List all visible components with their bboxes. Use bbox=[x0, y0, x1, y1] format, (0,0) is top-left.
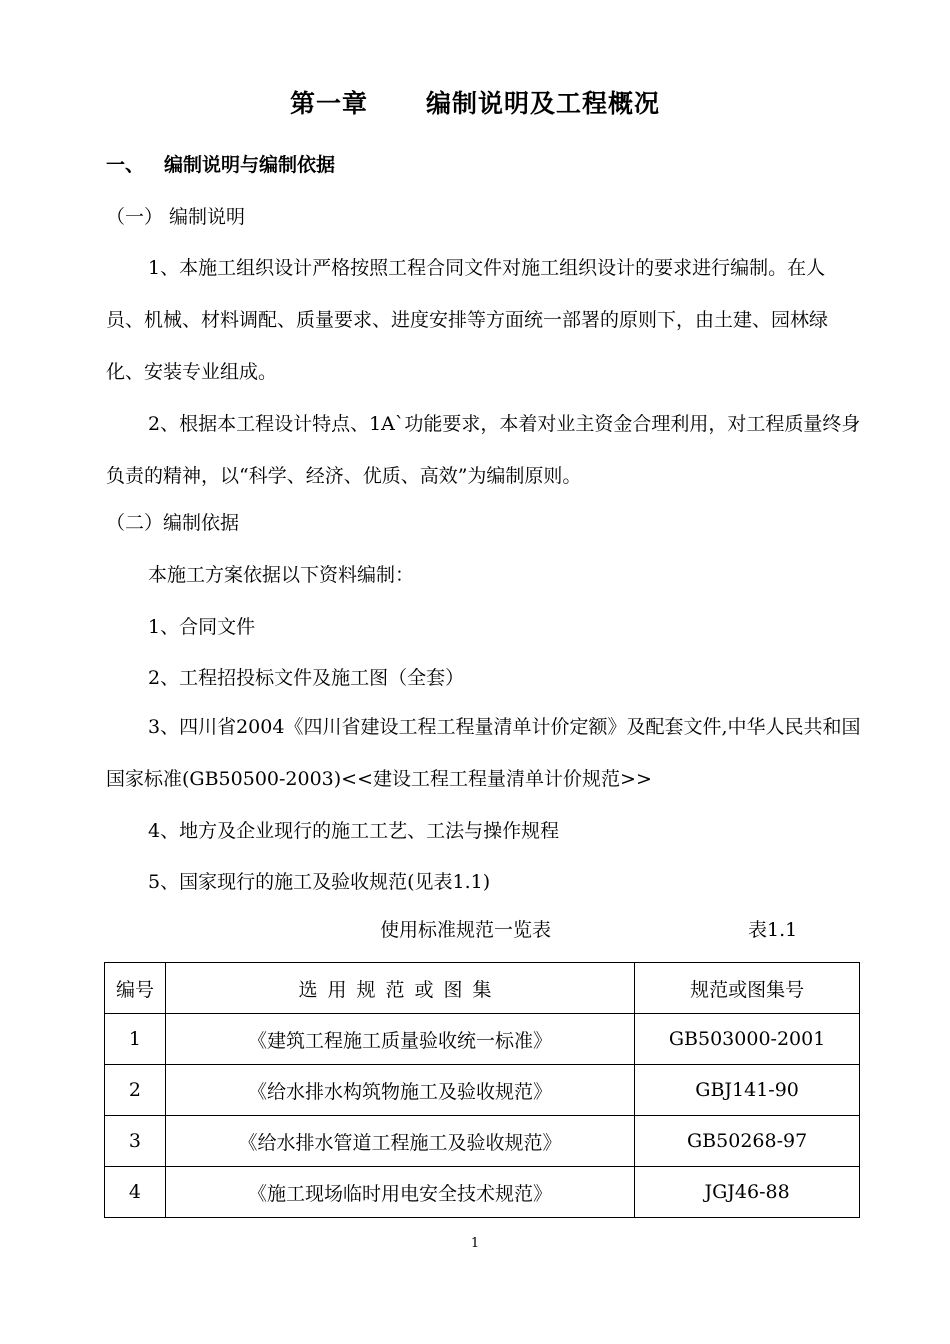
section-title: 编制说明与编制依据 bbox=[164, 154, 336, 176]
paragraph-2: 2、根据本工程设计特点、1A`功能要求，本着对业主资金合理利用，对工程质量终身负责的精神，以“科学、经济、优质、高效”为编制原则。 bbox=[106, 413, 861, 487]
table-cell: GBJ141-90 bbox=[635, 1065, 860, 1116]
chapter-title bbox=[0, 84, 950, 120]
table-row bbox=[105, 1065, 860, 1116]
table-cell: 《施工现场临时用电安全技术规范》 bbox=[165, 1167, 634, 1218]
table-cell: 2 bbox=[105, 1065, 166, 1116]
subsection-heading-2: （二）编制依据 bbox=[106, 512, 240, 534]
basis-item: 1、合同文件 bbox=[148, 616, 256, 638]
table-row bbox=[105, 1167, 860, 1218]
header-cell: 编号 bbox=[105, 963, 166, 1014]
basis-intro: 本施工方案依据以下资料编制： bbox=[148, 564, 415, 586]
table-caption: 使用标准规范一览表 bbox=[380, 919, 552, 941]
table-number: 表1.1 bbox=[748, 919, 798, 941]
table-cell: 《建筑工程施工质量验收统一标准》 bbox=[165, 1014, 634, 1065]
table-cell: 《给水排水构筑物施工及验收规范》 bbox=[165, 1065, 634, 1116]
table-cell: JGJ46-88 bbox=[635, 1167, 860, 1218]
chapter-name: 编制说明及工程概况 bbox=[426, 89, 661, 118]
section-heading bbox=[106, 150, 335, 177]
table-cell: 《给水排水管道工程施工及验收规范》 bbox=[165, 1116, 634, 1167]
table-cell: GB50268-97 bbox=[635, 1116, 860, 1167]
page-number: 1 bbox=[470, 1236, 480, 1251]
chapter-number: 第一章 bbox=[289, 89, 368, 118]
table-row bbox=[105, 1116, 860, 1167]
subsection-heading-1: （一） 编制说明 bbox=[106, 206, 246, 228]
basis-item: 4、地方及企业现行的施工工艺、工法与操作规程 bbox=[148, 820, 560, 842]
table-row bbox=[105, 1014, 860, 1065]
basis-item: 3、四川省2004《四川省建设工程工程量清单计价定额》及配套文件,中华人民共和国国家标准(GB50500-2003)<<建设工程工程量清单计价规范>> bbox=[106, 716, 861, 790]
standards-table bbox=[104, 962, 860, 1218]
header-cell: 规范或图集号 bbox=[635, 963, 860, 1014]
paragraph-1: 1、本施工组织设计严格按照工程合同文件对施工组织设计的要求进行编制。在人员、机械、材料调配、质量要求、进度安排等方面统一部署的原则下，由土建、园林绿化、安装专业组成。 bbox=[106, 257, 829, 383]
table-cell: 4 bbox=[105, 1167, 166, 1218]
header-cell: 选用规范或图集 bbox=[165, 963, 634, 1014]
section-number: 一、 bbox=[106, 154, 145, 176]
table-cell: 1 bbox=[105, 1014, 166, 1065]
table-cell: GB503000-2001 bbox=[635, 1014, 860, 1065]
table-header-row bbox=[105, 963, 860, 1014]
basis-item: 5、国家现行的施工及验收规范(见表1.1) bbox=[148, 871, 491, 893]
basis-item: 2、工程招投标文件及施工图（全套） bbox=[148, 667, 465, 689]
table-cell: 3 bbox=[105, 1116, 166, 1167]
